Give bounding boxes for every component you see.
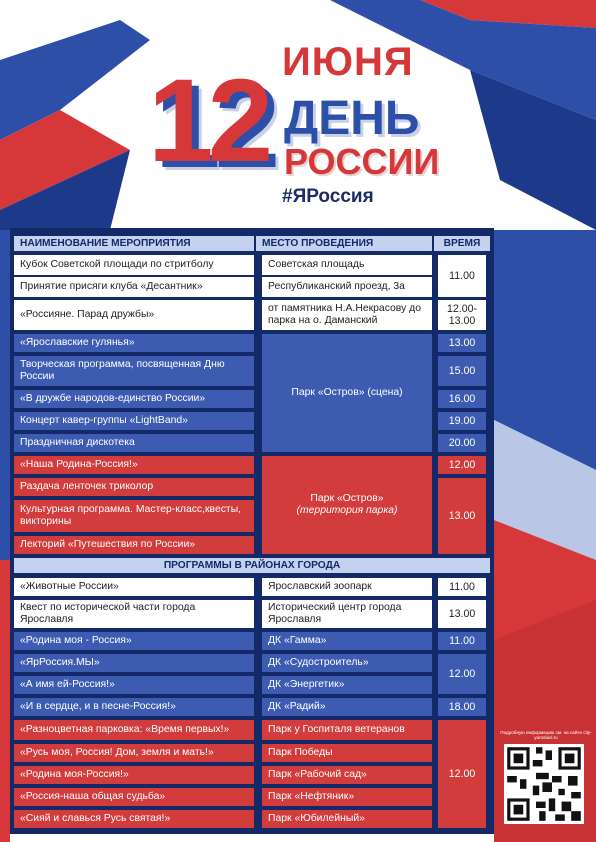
- section-title-districts: ПРОГРАММЫ В РАЙОНАХ ГОРОДА: [14, 558, 490, 573]
- event-cell: «В дружбе народов-единство России»: [14, 390, 254, 408]
- event-cell: Культурная программа. Мастер-класс,квесты, викторины: [14, 500, 254, 532]
- time-cell: 16.00: [438, 390, 486, 408]
- event-cell: «Животные России»: [14, 578, 254, 596]
- time-cell: 13.00: [438, 334, 486, 352]
- event-cell: Лекторий «Путешествия по России»: [14, 536, 254, 554]
- place-cell-park-territory: [262, 456, 432, 554]
- column-header-place: МЕСТО ПРОВЕДЕНИЯ: [256, 236, 432, 251]
- time-cell: 12.00-13.00: [438, 300, 486, 330]
- column-header-event: НАИМЕНОВАНИЕ МЕРОПРИЯТИЯ: [14, 236, 254, 251]
- month-word: ИЮНЯ: [282, 40, 414, 84]
- time-cell: 12.00: [438, 654, 486, 694]
- event-cell: «Родина моя - Россия»: [14, 632, 254, 650]
- place-cell: Парк Победы: [262, 744, 432, 762]
- event-cell: «Россия-наша общая судьба»: [14, 788, 254, 806]
- time-cell: 11.00: [438, 632, 486, 650]
- qr-caption: Подробную информацию см. на сайте city-yaroslavl.ru: [500, 730, 592, 741]
- event-cell: Принятие присяги клуба «Десантник»: [14, 277, 254, 297]
- event-cell: «Наша Родина-Россия!»: [14, 456, 254, 474]
- event-cell: Раздача ленточек триколор: [14, 478, 254, 496]
- time-cell: 20.00: [438, 434, 486, 452]
- time-cell: 15.00: [438, 356, 486, 386]
- event-cell: «Разноцветная парковка: «Время первых!»: [14, 720, 254, 740]
- russia-word: РОССИИ: [284, 141, 440, 182]
- event-cell: «Родина моя-Россия!»: [14, 766, 254, 784]
- place-park-name: Парк «Остров»: [310, 493, 384, 504]
- time-cell: 13.00: [438, 478, 486, 554]
- event-cell: «Ярославские гулянья»: [14, 334, 254, 352]
- qr-code-icon[interactable]: [504, 744, 584, 824]
- time-cell: 18.00: [438, 698, 486, 716]
- day-word: ДЕНЬ: [284, 92, 420, 145]
- column-header-time: ВРЕМЯ: [434, 236, 490, 251]
- place-cell: от памятника Н.А.Некрасову до парка на о. Даманский: [262, 300, 432, 330]
- place-cell: Парк «Нефтяник»: [262, 788, 432, 806]
- time-cell: 11.00: [438, 255, 486, 297]
- place-cell: Парк у Госпиталя ветеранов: [262, 720, 432, 740]
- place-park-territory: (территория парка): [296, 505, 398, 516]
- place-cell-park-stage: Парк «Остров» (сцена): [262, 334, 432, 452]
- event-cell: «Россияне. Парад дружбы»: [14, 300, 254, 330]
- place-cell: Советская площадь: [262, 255, 432, 275]
- event-cell: Творческая программа, посвященная Дню России: [14, 356, 254, 386]
- event-cell: «А имя ей-Россия!»: [14, 676, 254, 694]
- place-cell: Республиканский проезд, 3а: [262, 277, 432, 297]
- place-cell: Парк «Рабочий сад»: [262, 766, 432, 784]
- place-cell: ДК «Радий»: [262, 698, 432, 716]
- event-cell: «И в сердце, и в песне-Россия!»: [14, 698, 254, 716]
- place-cell: Ярославский зоопарк: [262, 578, 432, 596]
- place-cell: ДК «Гамма»: [262, 632, 432, 650]
- hashtag: #ЯРоссия: [282, 186, 374, 207]
- time-cell: 12.00: [438, 720, 486, 828]
- event-cell: Концерт кавер-группы «LightBand»: [14, 412, 254, 430]
- place-cell: ДК «Судостроитель»: [262, 654, 432, 672]
- time-cell: 11.00: [438, 578, 486, 596]
- place-cell: Парк «Юбилейный»: [262, 810, 432, 828]
- date-number: 12: [148, 55, 268, 187]
- time-cell: 13.00: [438, 600, 486, 628]
- event-cell: «ЯрРоссия.МЫ»: [14, 654, 254, 672]
- time-cell: 12.00: [438, 456, 486, 474]
- event-cell: Квест по исторической части города Ярославля: [14, 600, 254, 628]
- time-cell: 19.00: [438, 412, 486, 430]
- event-cell: Кубок Советской площади по стритболу: [14, 255, 254, 275]
- event-cell: «Русь моя, Россия! Дом, земля и мать!»: [14, 744, 254, 762]
- place-cell: ДК «Энергетик»: [262, 676, 432, 694]
- place-cell: Исторический центр города Ярославля: [262, 600, 432, 628]
- event-cell: «Сияй и славься Русь святая!»: [14, 810, 254, 828]
- event-cell: Праздничная дискотека: [14, 434, 254, 452]
